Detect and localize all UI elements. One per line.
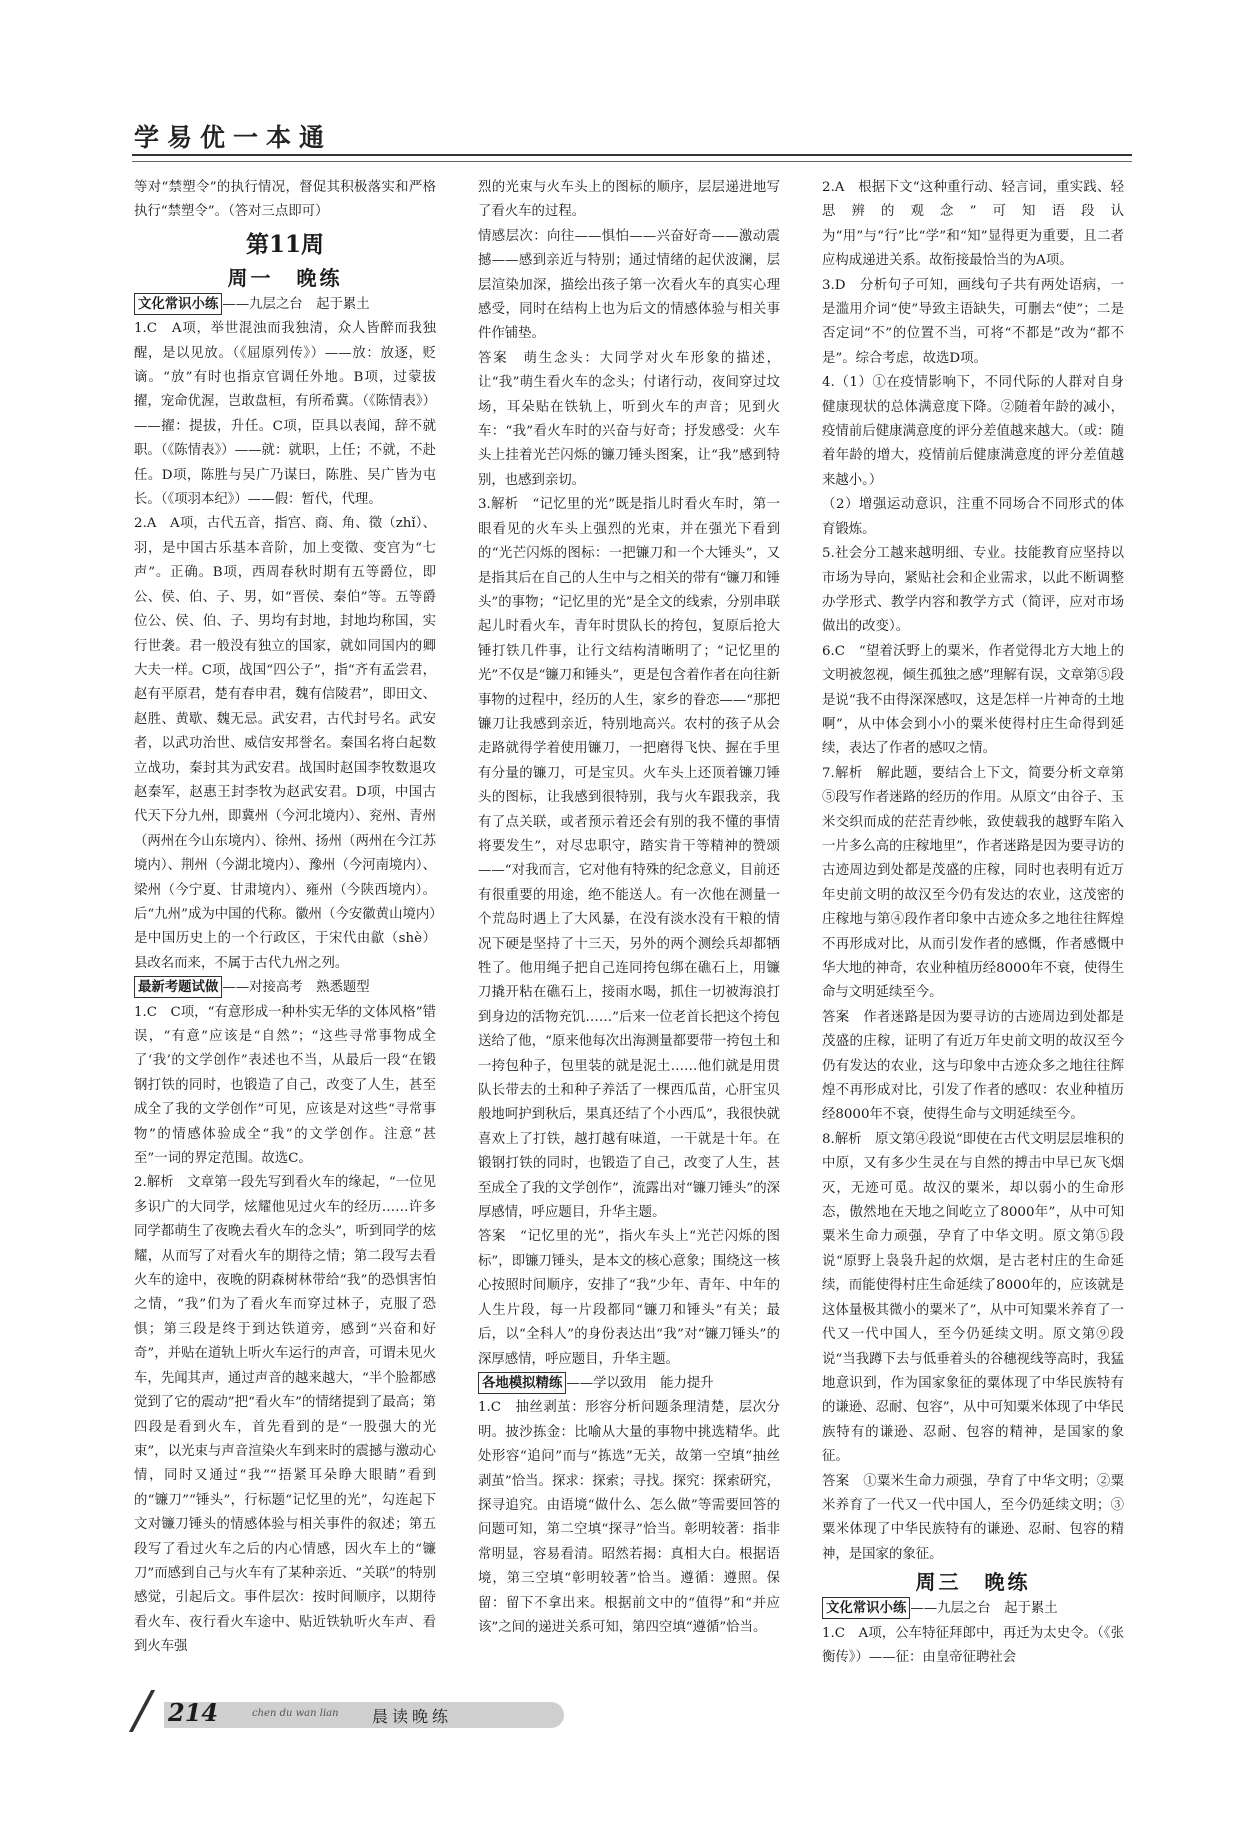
answer-item: 4.（1）①在疫情影响下，不同代际的人群对自身健康现状的总体满意度下降。②随着年龄的减小，疫情前后健康满意度的评分差值越来越大。（或：随着年龄的增大，疫情前后健康满意度的评分差值越来越小。） <box>822 375 1124 488</box>
paragraph: 烈的光束与火车头上的图标的顺序，层层递进地写了看火车的过程。 <box>478 180 780 220</box>
footer-pinyin: chen du wan lian <box>252 1708 339 1719</box>
answer-item: 6.C “望着沃野上的粟米，作者觉得北方大地上的文明被忽视，倾生孤独之感”理解有误，文章第⑤段是说“我不由得深深感叹，这是怎样一片神奇的土地啊”，从中体会到小小的粟米使得村庄生命得到延续，表达了作者的感叹之情。 <box>822 643 1124 757</box>
answer-item: 1.C 抽丝剥茧：形容分析问题条理清楚，层次分明。披沙拣金：比喻从大量的事物中挑选精华。此处形容“追问”而与“拣选”无关，故第一空填“抽丝剥茧”恰当。探求：探索；寻找。探究：探索研究，探寻追究。由语境“做什么、怎么做”等需要回答的问题可知，第二空填“探寻”恰当。彰明较著：指非常明显，容易看清。昭然若揭：真相大白。根据语境，第三空填“彰明较著”恰当。遵循：遵照。保留：留下不拿出来。根据前文中的“值得”和“并应该”之间的递进关系可知，第四空填“遵循”恰当。 <box>478 1400 780 1635</box>
answer-item: 1.C C项，“有意形成一种朴实无华的文体风格”错误，“有意”应该是“自然”；“这些寻常事物成全了‘我’的文学创作”表述也不当，从最后一段“在锻钢打铁的同时，也锻造了自己，改变了人生，甚至成全了我的文学创作”可见，应该是对这些“寻常事物”的情感体验成全“我”的文学创作。注意“甚至”一词的界定范围。故选C。 <box>134 1004 436 1167</box>
footer-band <box>164 1702 564 1728</box>
paragraph: 情感层次：向往——惧怕——兴奋好奇——激动震撼——感到亲近与特别；通过情绪的起伏波澜，层层渲染加深，描绘出孩子第一次看火车的真实心理感受，同时在结构上也为后文的情感体验与相关事件作铺垫。 <box>478 228 780 342</box>
day-heading: 周三 晚练 <box>915 1570 1031 1595</box>
answer-item: 2.A 根据下文“这种重行动、轻言词，重实践、轻思辨的观念”可知语段认为“用”与“行”比“学”和“知”显得更为重要，且二者应构成递进关系。故衔接最恰当的为A项。 <box>822 180 1124 269</box>
section-subtitle: ——对接高考 熟悉题型 <box>222 980 370 996</box>
section-subtitle: ——九层之台 起于累土 <box>910 1601 1058 1617</box>
week-heading: 第11周 <box>245 230 324 258</box>
footer-book-name: 晨读晚练 <box>372 1707 453 1726</box>
answer-item: 1.C A项，公车特征拜郎中，再迁为太史令。（《张衡传》）——征：由皇帝征聘社会 <box>822 1625 1124 1665</box>
header-rule <box>132 154 1132 162</box>
answer-paragraph: 答案 萌生念头：大同学对火车形象的描述，让“我”萌生看火车的念头；付诸行动，夜间穿过坟场，耳朵贴在铁轨上，听到火车的声音；见到火车：“我”看火车时的兴奋与好奇；抒发感受：火车头上挂着光芒闪烁的镰刀锤头图案，让“我”感到特别，也感到亲切。 <box>478 350 780 488</box>
page-footer <box>134 1690 574 1736</box>
section-label: 各地模拟精练 <box>478 1372 566 1394</box>
section-subtitle: ——学以致用 能力提升 <box>566 1375 714 1391</box>
column-3 <box>822 176 1124 1670</box>
answer-item: 8.解析 原文第④段说“即使在古代文明层层堆积的中原，又有多少生灵在与自然的搏击中早已灰飞烟灭，无迹可觅。故汉的粟米，却以弱小的生命形态，傲然地在天地之间屹立了8000年”，从中可知粟米生命力顽强，孕育了中华文明。原文第⑤段说“原野上袅袅升起的炊烟，是古老村庄的生命延续，而能使得村庄生命延续了8000年的，应该就是这体量极其微小的粟米了”，从中可知粟米养育了一代又一代中国人，至今仍延续文明。原文第⑨段说“当我蹲下去与低垂着头的谷穗视线等高时，我猛地意识到，作为国家象征的粟体现了中华民族特有的谦逊、忍耐、包容”，从中可知粟米体现了中华民族特有的谦逊、忍耐、包容的精神，是国家的象征。 <box>822 1131 1124 1465</box>
answer-item: 3.D 分析句子可知，画线句子共有两处语病，一是滥用介词“使”导致主语缺失，可删去“使”；二是否定词“不”的位置不当，可将“不都是”改为“都不是”。综合考虑，故选D项。 <box>822 277 1124 366</box>
answer-item: 3.解析 “记忆里的光”既是指儿时看火车时，第一眼看见的火车头上强烈的光束，并在强光下看到的“光芒闪烁的图标：一把镰刀和一个大锤头”，又是指其后在自己的人生中与之相关的带有“镰刀和锤头”的事物；“记忆里的光”是全文的线索，分别串联起儿时看火车，青年时贯队长的挎包，复原后抢大锤打铁几件事，让行文结构清晰明了；“记忆里的光”不仅是“镰刀和锤头”，更是包含着作者在向往新事物的过程中，经历的人生，家乡的眷恋——“那把镰刀让我感到亲近，特别地高兴。农村的孩子从会走路就得学着使用镰刀，一把磨得飞快、握在手里有分量的镰刀，可是宝贝。火车头上还顶着镰刀锤头的图标，让我感到很特别，我与火车跟我亲，我有了点关联，或者预示着还会有别的我不懂的事情将要发生”，对尽忠职守，踏实肯干等精神的赞颂——“对我而言，它对他有特殊的纪念意义，目前还有很重要的用途，绝不能送人。有一次他在测量一个荒岛时遇上了大风暴，在没有淡水没有干粮的情况下硬是坚持了十三天，另外的两个测绘兵却都牺牲了。他用绳子把自己连同挎包绑在礁石上，用镰刀撬开粘在礁石上，接雨水喝，抓住一切被海浪打到身边的活物充饥……”后来一位老首长把这个挎包送给了他，“原来他每次出海测量都要带一挎包土和一挎包种子，包里装的就是泥土……他们就是用贯队长带去的土和种子养活了一棵西瓜苗，心肝宝贝般地呵护到秋后，果真还结了个小西瓜”，我很快就喜欢上了打铁，越打越有味道，一干就是十年。在锻钢打铁的同时，也锻造了自己，改变了人生，甚至成全了我的文学创作”，流露出对“镰刀锤头”的深厚感情，呼应题目，升华主题。 <box>478 497 780 1221</box>
section-header <box>822 1597 1124 1621</box>
section-header <box>478 1372 780 1396</box>
section-label: 最新考题试做 <box>134 976 222 998</box>
answer-item: 2.A A项，古代五音，指宫、商、角、徵（zhǐ）、羽，是中国古乐基本音阶，加上变徵、变宫为“七声”。正确。B项，西周春秋时期有五等爵位，即公、侯、伯、子、男，如“晋侯、秦伯”等。五等爵位公、侯、伯、子、男均有封地，封地均称国，实行世袭。君一般没有独立的国家，就如同国内的卿大夫一样。C项，战国“四公子”，指“齐有孟尝君，赵有平原君，楚有春申君，魏有信陵君”，即田文、赵胜、黄歇、魏无忌。武安君，古代封号名。武安者，以武功治世、威信安邦誉名。秦国名将白起数立战功，秦封其为武安君。战国时赵国李牧数退攻赵秦军，赵惠王封李牧为赵武安君。D项，中国古代天下分九州，即冀州（今河北境内）、兖州、青州（两州在今山东境内）、徐州、扬州（两州在今江苏境内）、荆州（今湖北境内）、豫州（今河南境内）、梁州（今宁夏、甘肃境内）、雍州（今陕西境内）。后“九州”成为中国的代称。徽州（今安徽黄山境内）是中国历史上的一个行政区，于宋代由歙（shè）县改名而来，不属于古代九州之列。 <box>134 516 436 971</box>
page-header <box>132 112 1132 162</box>
section-label: 文化常识小练 <box>822 1597 910 1619</box>
answer-paragraph: 答案 作者迷路是因为要寻访的古迹周边到处都是茂盛的庄稼，证明了有近万年史前文明的故汉至今仍有发达的农业，这与印象中古迹众多之地往往辉煌不再形成对比，引发了作者的感叹：农业种植历经8000年不衰，使得生命与文明延续至今。 <box>822 1009 1124 1123</box>
book-title: 学易优一本通 <box>134 123 333 152</box>
column-1 <box>134 176 436 1660</box>
answer-item: （2）增强运动意识，注重不同场合不同形式的体育锻炼。 <box>822 497 1124 537</box>
column-2 <box>478 176 780 1640</box>
section-header <box>134 293 436 317</box>
section-label: 文化常识小练 <box>134 293 222 315</box>
paragraph: 等对“禁塑令”的执行情况，督促其积极落实和严格执行“禁塑令”。（答对三点即可） <box>134 180 436 220</box>
answer-paragraph: 答案 ①粟米生命力顽强，孕育了中华文明；②粟米养育了一代又一代中国人，至今仍延续文明；③粟米体现了中华民族特有的谦逊、忍耐、包容的精神，是国家的象征。 <box>822 1473 1124 1562</box>
footer-slash <box>129 1690 155 1732</box>
answer-item: 7.解析 解此题，要结合上下文，简要分析文章第⑤段写作者迷路的经历的作用。从原文“由谷子、玉米交织而成的茫茫青纱帐，致使载我的越野车陷入一片多么高的庄稼地里”，作者迷路是因为要寻访的古迹周边到处都是茂盛的庄稼，同时也表明有近万年史前文明的故汉至今仍有发达的农业，这茂密的庄稼地与第④段作者印象中古迹众多之地往往辉煌不再形成对比，从而引发作者的感慨，作者感慨中华大地的神奇，农业种植历经8000年不衰，使得生命与文明延续至今。 <box>822 765 1124 1001</box>
answer-paragraph: 答案 “记忆里的光”，指火车头上“光芒闪烁的图标”，即镰刀锤头，是本文的核心意象；围绕这一核心按照时间顺序，安排了“我”少年、青年、中年的人生片段，每一片段都同“镰刀和锤头”有关；最后，以“全科人”的身份表达出“我”对“镰刀锤头”的深厚感情，呼应题目，升华主题。 <box>478 1229 780 1367</box>
section-header <box>134 976 436 1000</box>
answer-item: 2.解析 文章第一段先写到看火车的缘起，“一位见多识广的大同学，炫耀他见过火车的经历……许多同学都萌生了夜晚去看火车的念头”，听到同学的炫耀，从而写了对看火车的期待之情；第二段写去看火车的途中，夜晚的阴森树林带给“我”的恐惧害怕之情，“我”们为了看火车而穿过林子，克服了恐惧；第三段是终于到达铁道旁，感到“兴奋和好奇”，并贴在道轨上听火车运行的声音，可谓未见火车，先闻其声，通过声音的越来越大，“半个脸都感觉到了它的震动”把“看火车”的情绪提到了最高；第四段是看到火车，首先看到的是“一股强大的光束”，以光束与声音渲染火车到来时的震撼与激动心情，同时又通过“我”“捂紧耳朵睁大眼睛”看到的“镰刀”“锤头”，行标题“记忆里的光”，勾连起下文对镰刀锤头的情感体验与相关事件的叙述；第五段写了看过火车之后的内心情感，因火车上的“镰刀”而感到自己与火车有了某种亲近、“关联”的特别感觉，引起后文。事件层次：按时间顺序，以期待看火车、夜行看火车途中、贴近铁轨听火车声、看到火车强 <box>134 1175 436 1655</box>
page-number: 214 <box>168 1698 219 1727</box>
section-subtitle: ——九层之台 起于累土 <box>222 296 370 312</box>
day-heading: 周一 晚练 <box>227 265 343 290</box>
answer-item: 1.C A项，举世混浊而我独清，众人皆醉而我独醒，是以见放。（《屈原列传》）——放：放逐，贬谪。“放”有时也指京官调任外地。B项，过蒙拔擢，宠命优渥，岂敢盘桓，有所希冀。（《陈情表》）——擢：提拔，升任。C项，臣具以表闻，辞不就职。（《陈情表》）——就：就职，上任；不就，不赴任。D项，陈胜与吴广乃谋曰，陈胜、吴广皆为屯长。（《项羽本纪》）——假：暂代，代理。 <box>134 321 436 508</box>
answer-item: 5.社会分工越来越明细、专业。技能教育应坚持以市场为导向，紧贴社会和企业需求，以此不断调整办学形式、教学内容和教学方式（简评，应对市场做出的改变）。 <box>822 546 1124 635</box>
